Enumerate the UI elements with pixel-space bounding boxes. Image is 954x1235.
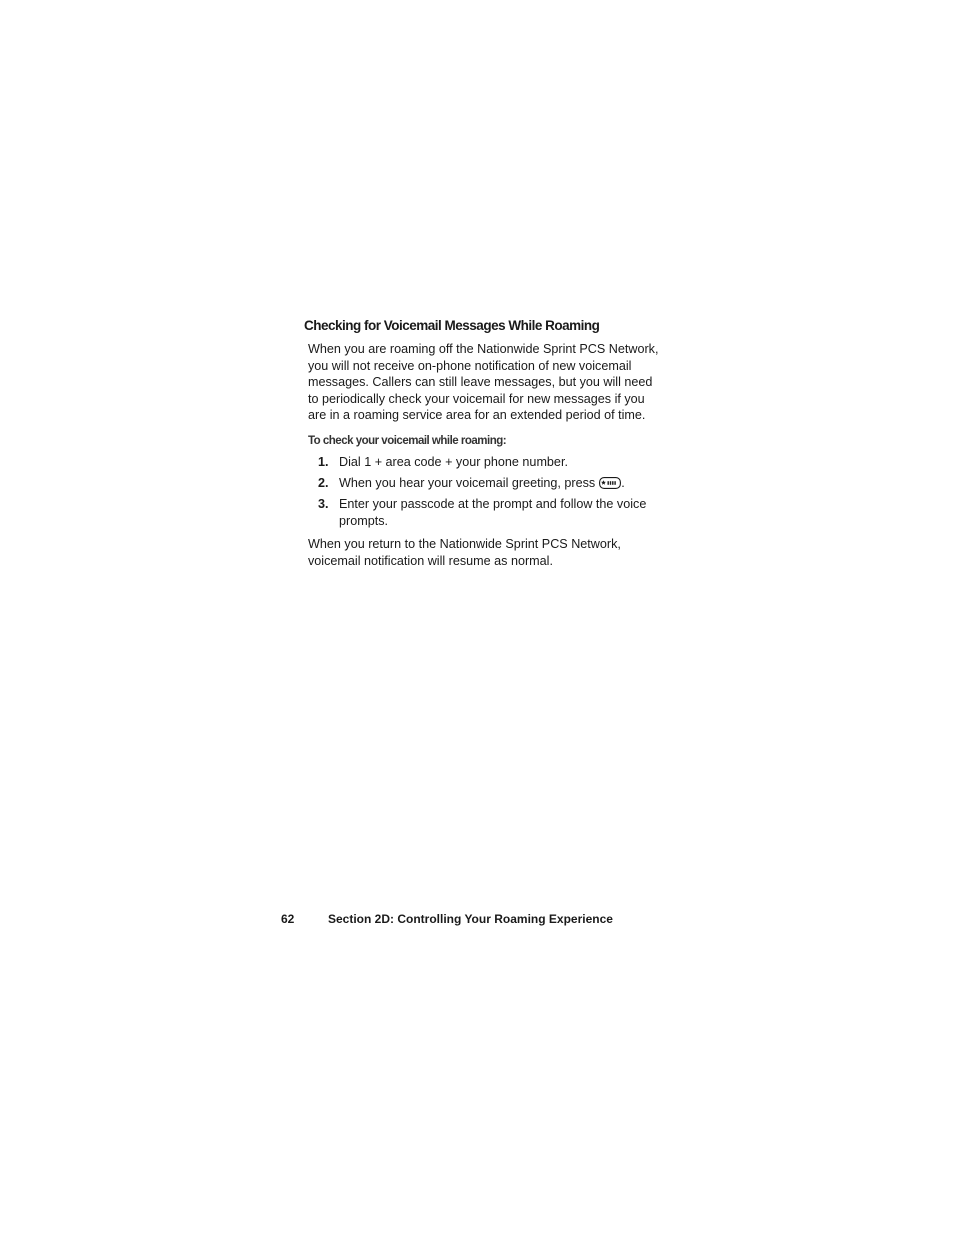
step-number: 1.	[318, 455, 329, 469]
step-item	[308, 454, 664, 471]
procedure-title: To check your voicemail while roaming:	[308, 434, 507, 447]
step-text: Enter your passcode at the prompt and follow the voice prompts.	[339, 497, 647, 528]
content-body	[308, 341, 664, 569]
step-item	[308, 496, 664, 529]
step-text: Dial 1 + area code + your phone number.	[339, 455, 568, 469]
section-heading: Checking for Voicemail Messages While Roaming	[304, 318, 600, 333]
star-key-icon	[599, 477, 621, 489]
step-text: When you hear your voicemail greeting, press .	[339, 476, 625, 490]
steps-list	[308, 454, 664, 529]
closing-paragraph: When you return to the Nationwide Sprint PCS Network, voicemail notification will resume as normal.	[308, 537, 621, 568]
intro-paragraph: When you are roaming off the Nationwide Sprint PCS Network, you will not receive on-phone notification of new voicemail messages. Callers can still leave messages, but you will need to periodically check your voicemail for new messages if you are in a roaming service area for an extended period of time.	[308, 342, 659, 422]
step-number: 3.	[318, 497, 329, 511]
step-item	[308, 475, 664, 492]
footer-section-title: Section 2D: Controlling Your Roaming Experience	[328, 912, 613, 926]
page-number: 62	[281, 912, 295, 926]
step-number: 2.	[318, 476, 329, 490]
